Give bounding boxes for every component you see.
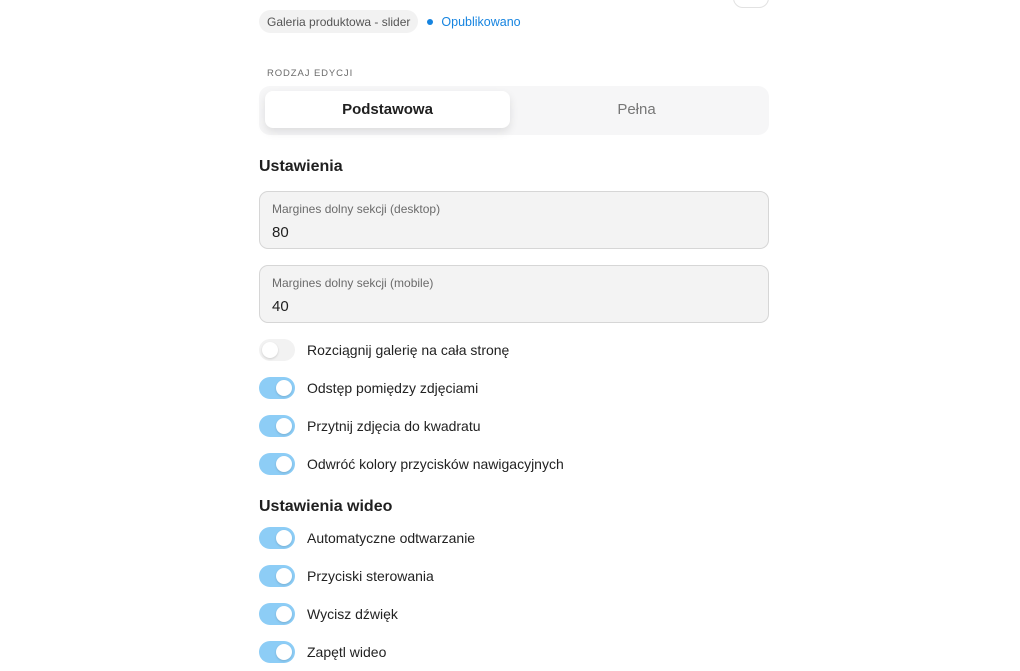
margin-mobile-label: Margines dolny sekcji (mobile) xyxy=(272,276,434,290)
toggle-knob xyxy=(276,644,292,660)
toggle-knob xyxy=(276,380,292,396)
edit-mode-basic-option[interactable]: Podstawowa xyxy=(265,91,510,128)
crop-square-toggle[interactable] xyxy=(259,415,295,437)
margin-mobile-field[interactable] xyxy=(259,265,769,323)
toggle-knob xyxy=(276,418,292,434)
edit-mode-caption: RODZAJ EDYCJI xyxy=(267,68,354,79)
template-chip: Galeria produktowa - slider xyxy=(259,10,418,33)
meta-row xyxy=(259,10,521,33)
toggle-row-mute xyxy=(259,603,398,625)
margin-mobile-input[interactable] xyxy=(272,296,752,316)
autoplay-toggle[interactable] xyxy=(259,527,295,549)
invert-nav-colors-label: Odwróć kolory przycisków nawigacyjnych xyxy=(307,456,564,472)
video-settings-heading: Ustawienia wideo xyxy=(259,498,393,515)
loop-toggle[interactable] xyxy=(259,641,295,663)
toggle-row-crop-square xyxy=(259,415,481,437)
toggle-row-image-spacing xyxy=(259,377,478,399)
top-action-button[interactable] xyxy=(733,0,769,8)
margin-desktop-field[interactable] xyxy=(259,191,769,249)
controls-toggle[interactable] xyxy=(259,565,295,587)
status-dot-icon xyxy=(427,19,433,25)
toggle-knob xyxy=(276,456,292,472)
edit-mode-full-option[interactable]: Pełna xyxy=(617,101,656,118)
stretch-gallery-label: Rozciągnij galerię na cała stronę xyxy=(307,342,510,358)
settings-heading: Ustawienia xyxy=(259,158,343,175)
invert-nav-colors-toggle[interactable] xyxy=(259,453,295,475)
autoplay-label: Automatyczne odtwarzanie xyxy=(307,530,476,546)
toggle-knob xyxy=(276,606,292,622)
mute-toggle[interactable] xyxy=(259,603,295,625)
edit-mode-segmented-control xyxy=(259,86,769,135)
status-badge xyxy=(427,15,520,29)
loop-label: Zapętl wideo xyxy=(307,644,387,660)
stretch-gallery-toggle[interactable] xyxy=(259,339,295,361)
toggle-knob xyxy=(262,342,278,358)
image-spacing-label: Odstęp pomiędzy zdjęciami xyxy=(307,380,479,396)
margin-desktop-label: Margines dolny sekcji (desktop) xyxy=(272,202,441,216)
mute-label: Wycisz dźwięk xyxy=(307,606,398,622)
crop-square-label: Przytnij zdjęcia do kwadratu xyxy=(307,418,481,434)
toggle-row-loop xyxy=(259,641,386,663)
toggle-row-controls xyxy=(259,565,434,587)
toggle-row-invert-nav-colors xyxy=(259,453,564,475)
toggle-knob xyxy=(276,568,292,584)
image-spacing-toggle[interactable] xyxy=(259,377,295,399)
status-text: Opublikowano xyxy=(441,14,521,29)
toggle-row-stretch-gallery xyxy=(259,339,509,361)
toggle-knob xyxy=(276,530,292,546)
toggle-row-autoplay xyxy=(259,527,475,549)
margin-desktop-input[interactable] xyxy=(272,222,752,242)
controls-label: Przyciski sterowania xyxy=(307,568,434,584)
